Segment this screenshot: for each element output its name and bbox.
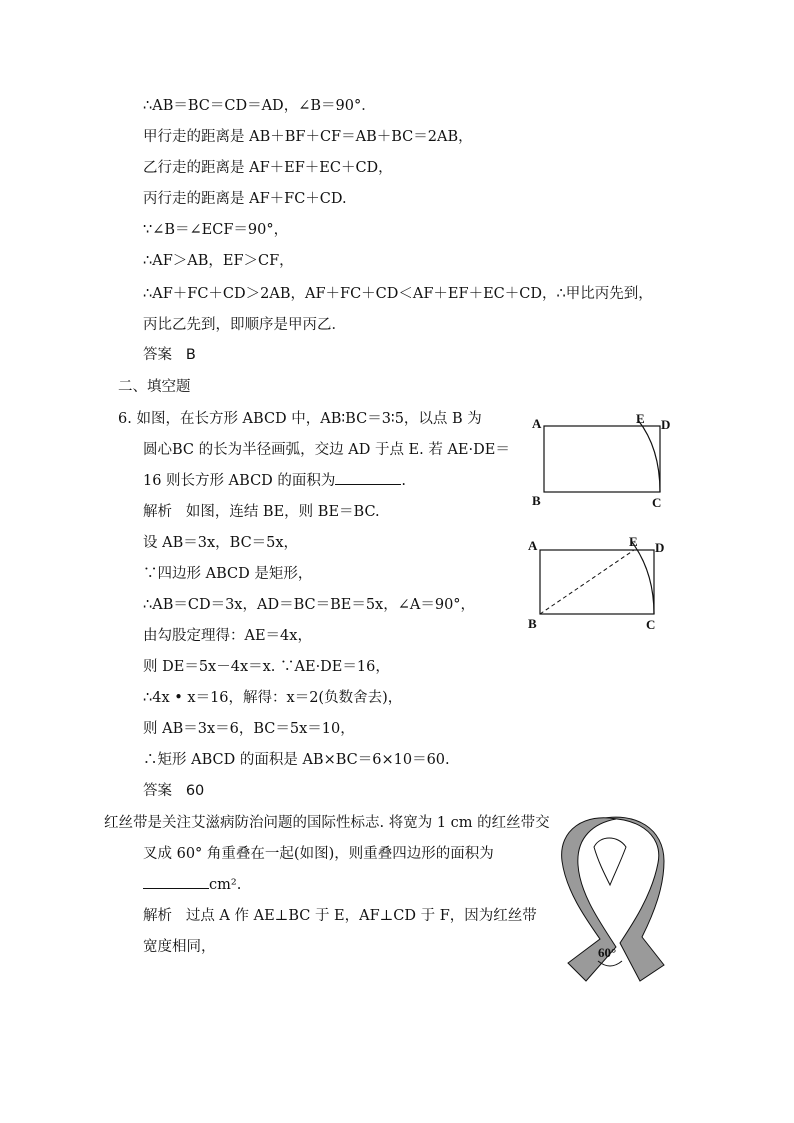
label-c: C [652, 495, 662, 510]
answer-value: B [185, 347, 196, 363]
s6-line-6: 则 DE＝5x－4x＝x. ∵AE·DE＝16， [143, 659, 390, 675]
angle-label: 60° [598, 945, 617, 960]
rectangle-abcd [544, 426, 660, 492]
s6-line-1 [143, 503, 380, 521]
solution-line-8: 丙比乙先到，即顺序是甲丙乙． [143, 317, 346, 333]
label-c: C [646, 617, 656, 632]
q6-text: 16 则长方形 ABCD 的面积为 [143, 473, 336, 489]
s6-line-9: ∴矩形 ABCD 的面积是 AB×BC＝6×10＝60. [143, 752, 450, 768]
ribbon-loop-hole [594, 838, 626, 885]
section-title: 二、填空题 [118, 379, 191, 395]
arc [638, 420, 660, 492]
analysis-label: 解析 [143, 504, 172, 520]
solution-line-1: ∴AB＝BC＝CD＝AD，∠B＝90°． [143, 98, 376, 114]
analysis-text: 如图，连结 BE，则 BE＝BC. [185, 504, 380, 520]
arc [632, 542, 654, 614]
solution-line-3: 乙行走的距离是 AF＋EF＋EC＋CD， [143, 160, 393, 176]
answer-value: 60 [185, 783, 205, 799]
answer-blank[interactable] [335, 472, 401, 485]
solution-line-5: ∵∠B＝∠ECF＝90°， [143, 222, 289, 238]
q7-line-2: 叉成 60° 角重叠在一起(如图)，则重叠四边形的面积为 [143, 846, 494, 862]
label-b: B [532, 493, 541, 508]
q7-period: . [236, 877, 242, 893]
s6-line-3: ∵四边形 ABCD 是矩形， [143, 566, 313, 582]
q6-line-1: 6. 如图，在长方形 ABCD 中，AB∶BC＝3∶5，以点 B 为 [118, 411, 482, 427]
solution-line-2: 甲行走的距离是 AB＋BF＋CF＝AB＋BC＝2AB， [143, 129, 473, 145]
s7-line-1 [143, 907, 537, 925]
label-a: A [532, 416, 542, 431]
rectangle-abcd [540, 550, 654, 614]
label-d: D [661, 417, 671, 432]
q7-line-3 [143, 876, 241, 894]
rectangle-arc-figure-2 [526, 534, 676, 634]
s6-line-2: 设 AB＝3x，BC＝5x， [143, 535, 299, 551]
label-e: E [629, 534, 638, 549]
label-d: D [655, 540, 665, 555]
rectangle-arc-figure-1 [526, 408, 676, 512]
q6-line-2: 圆心BC 的长为半径画弧，交边 AD 于点 E. 若 AE·DE＝ [143, 442, 510, 458]
label-e: E [636, 411, 645, 426]
s6-line-8: 则 AB＝3x＝6，BC＝5x＝10， [143, 721, 355, 737]
s6-line-7: ∴4x • x＝16，解得：x＝2(负数舍去)， [143, 690, 403, 706]
answer-blank[interactable] [143, 876, 209, 889]
ribbon-figure [556, 815, 666, 983]
dashed-be [540, 550, 634, 614]
answer-line [143, 346, 196, 364]
q7-line-1: 红丝带是关注艾滋病防治问题的国际性标志. 将宽为 1 cm 的红丝带交 [104, 815, 550, 831]
s6-line-4: ∴AB＝CD＝3x，AD＝BC＝BE＝5x，∠A＝90°， [143, 597, 476, 613]
unit-label: cm² [209, 877, 237, 893]
answer-label: 答案 [143, 347, 172, 363]
answer-label: 答案 [143, 783, 172, 799]
s7-line-2: 宽度相同， [143, 939, 216, 955]
label-b: B [528, 616, 537, 631]
solution-line-7: ∴AF＋FC＋CD＞2AB，AF＋FC＋CD＜AF＋EF＋EC＋CD，∴甲比丙先到， [143, 286, 653, 302]
answer6-line [143, 782, 204, 800]
label-a: A [528, 538, 538, 553]
analysis-text: 过点 A 作 AE⊥BC 于 E，AF⊥CD 于 F，因为红丝带 [185, 908, 537, 924]
q6-line-3 [143, 472, 406, 490]
analysis-label: 解析 [143, 908, 172, 924]
s6-line-5: 由勾股定理得：AE＝4x， [143, 628, 312, 644]
solution-line-4: 丙行走的距离是 AF＋FC＋CD. [143, 191, 347, 207]
solution-line-6: ∴AF＞AB，EF＞CF， [143, 253, 294, 269]
q6-period: . [401, 473, 407, 489]
